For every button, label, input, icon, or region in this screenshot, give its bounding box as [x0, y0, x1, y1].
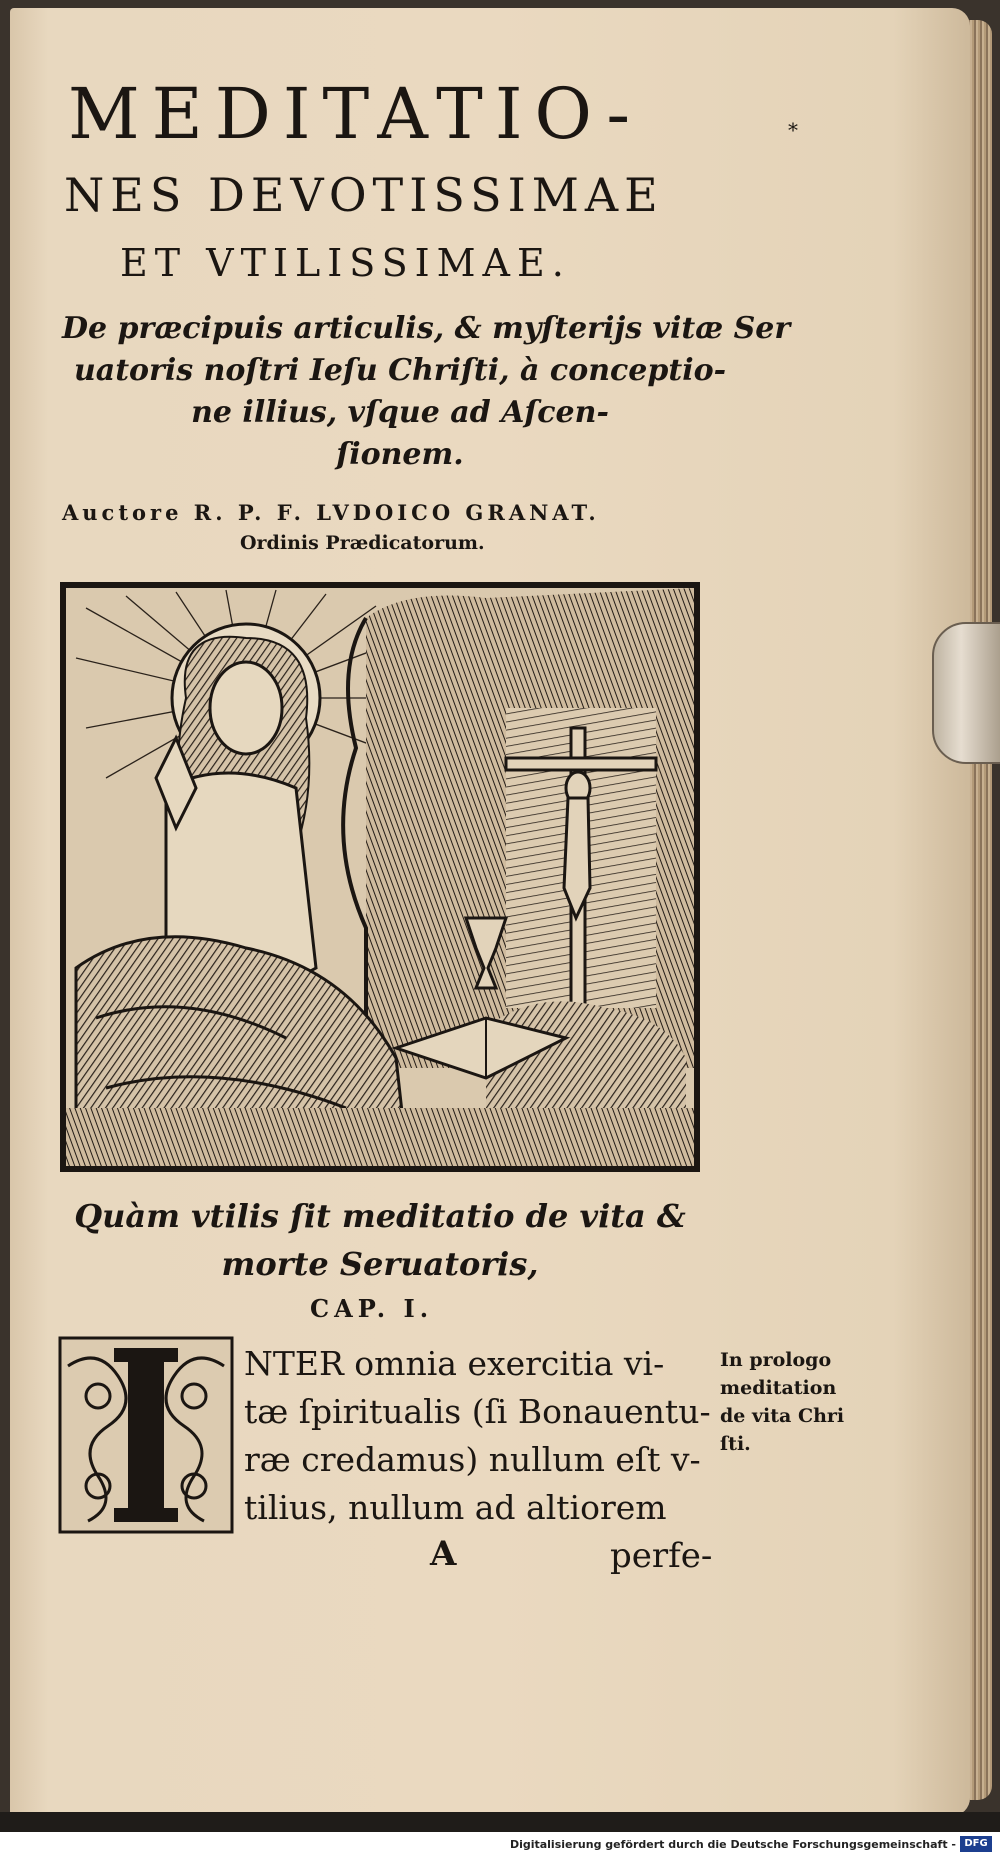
signature-mark: A [430, 1534, 457, 1574]
book-clasp [932, 622, 1000, 764]
subtitle-line: ſionem. [336, 437, 464, 472]
subtitle-line: De præcipuis articulis, & myſterijs vitæ Ser [62, 311, 791, 346]
subtitle-line: uatoris noſtri Ieſu Chriſti, à conceptio- [73, 353, 727, 388]
body-line: NTER omnia exercitia vi- [244, 1344, 665, 1383]
caption-line: morte Seruatoris, [221, 1245, 539, 1283]
dfg-logo: DFG [960, 1836, 992, 1852]
scan-bottom-shadow [0, 1812, 1000, 1832]
initial-ornament [58, 1336, 234, 1534]
body-text [244, 1340, 714, 1532]
author-line: Auctore R. P. F. LVDOICO GRANAT. [62, 500, 600, 525]
decorated-initial [58, 1336, 234, 1534]
catchword: perfe- [610, 1536, 713, 1576]
title-line-1: MEDITATIO- [68, 73, 643, 155]
body-line: tilius, nullum ad altiorem [244, 1488, 667, 1527]
subtitle-line: ne illius, vſque ad Aſcen- [191, 395, 609, 430]
woodcut-image [66, 588, 694, 1166]
body-line: tæ ſpiritualis (ſi Bonauentu- [244, 1392, 711, 1431]
ornament-star: * [788, 118, 798, 142]
order-line: Ordinis Prædicatorum. [240, 532, 485, 554]
section-caption [60, 1192, 700, 1288]
title-line-2: NES DEVOTISSIMAE [64, 168, 664, 222]
woodcut-illustration [60, 582, 700, 1172]
margin-note [720, 1346, 910, 1458]
margin-note-line: In prologo [720, 1349, 832, 1371]
body-line: ræ credamus) nullum eſt v- [244, 1440, 701, 1479]
digitization-credit: Digitalisierung gefördert durch die Deutsche Forschungsgemeinschaft - [509, 1838, 956, 1851]
chapter-heading: CAP. I. [310, 1294, 434, 1323]
margin-note-line: ſti. [720, 1433, 751, 1455]
subtitle [62, 308, 791, 476]
margin-note-line: meditation [720, 1377, 837, 1399]
caption-line: Quàm vtilis ſit meditatio de vita & [74, 1197, 686, 1235]
margin-note-line: de vita Chri [720, 1405, 845, 1427]
title-line-3: ET VTILISSIMAE. [120, 241, 571, 285]
